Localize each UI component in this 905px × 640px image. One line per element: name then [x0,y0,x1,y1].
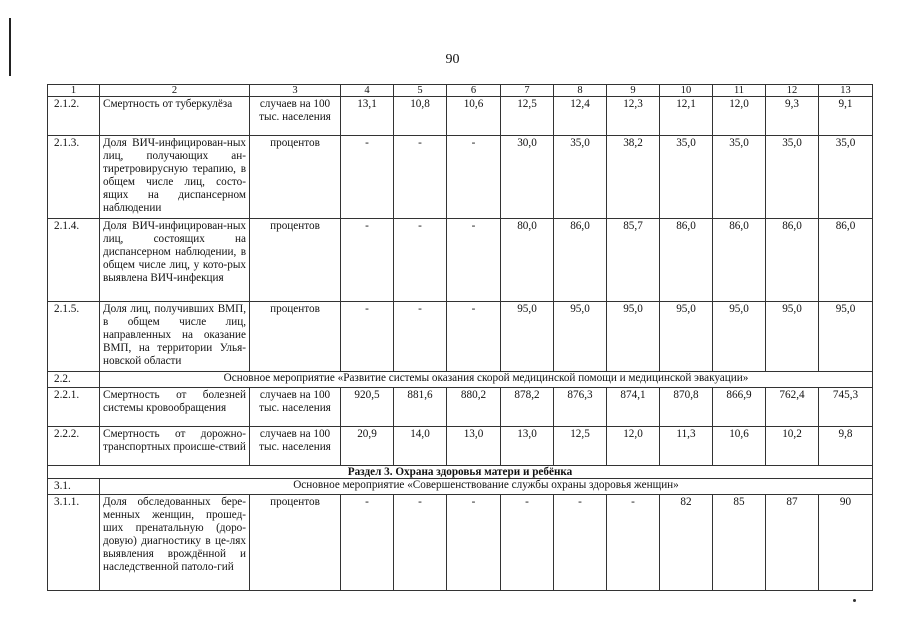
indicator-name: Смертность от туберкулёза [100,97,250,136]
column-number: 13 [819,85,873,97]
column-number: 9 [607,85,660,97]
table-row [48,388,873,427]
value-cell: 10,6 [713,427,766,466]
row-code: 3.1.1. [48,495,100,591]
value-cell: - [341,136,394,219]
indicators-table [47,84,873,591]
value-cell: 13,0 [447,427,501,466]
row-code: 2.1.5. [48,302,100,372]
value-cell: - [447,219,501,302]
column-number: 12 [766,85,819,97]
value-cell: 10,2 [766,427,819,466]
value-cell: 80,0 [501,219,554,302]
section-title: Раздел 3. Охрана здоровья матери и ребёнка [48,466,873,479]
column-number: 11 [713,85,766,97]
indicator-name: Доля ВИЧ-инфицирован-ных лиц, получающих ан-тиретровирусную терапию, в общем числе лиц, состо-ящих на диспансерном наблюдении [100,136,250,219]
value-cell: 20,9 [341,427,394,466]
table-row [48,136,873,219]
value-cell: 90 [819,495,873,591]
table-row [48,427,873,466]
value-cell: 12,0 [607,427,660,466]
value-cell: - [554,495,607,591]
column-number: 4 [341,85,394,97]
indicator-name: Смертность от болезней системы кровообращения [100,388,250,427]
column-number: 10 [660,85,713,97]
column-number: 7 [501,85,554,97]
value-cell: 880,2 [447,388,501,427]
value-cell: 95,0 [766,302,819,372]
column-number: 8 [554,85,607,97]
value-cell: 10,6 [447,97,501,136]
value-cell: 30,0 [501,136,554,219]
column-number: 6 [447,85,501,97]
value-cell: 13,1 [341,97,394,136]
row-code: 2.2.2. [48,427,100,466]
scan-dot [853,599,856,602]
value-cell: 95,0 [660,302,713,372]
value-cell: 920,5 [341,388,394,427]
value-cell: 95,0 [713,302,766,372]
value-cell: 9,1 [819,97,873,136]
value-cell: - [501,495,554,591]
value-cell: 35,0 [819,136,873,219]
row-code: 2.1.2. [48,97,100,136]
value-cell: 95,0 [554,302,607,372]
value-cell: 870,8 [660,388,713,427]
value-cell: - [447,302,501,372]
value-cell: 745,3 [819,388,873,427]
unit-of-measure: случаев на 100 тыс. населения [250,97,341,136]
activity-title: Основное мероприятие «Развитие системы оказания скорой медицинской помощи и медицинской эвакуации» [100,372,873,388]
value-cell: 12,4 [554,97,607,136]
value-cell: 762,4 [766,388,819,427]
row-code: 2.2.1. [48,388,100,427]
value-cell: 9,3 [766,97,819,136]
value-cell: 86,0 [660,219,713,302]
value-cell: 38,2 [607,136,660,219]
value-cell: 11,3 [660,427,713,466]
table-row [48,479,873,495]
value-cell: 12,3 [607,97,660,136]
value-cell: - [447,136,501,219]
column-number: 3 [250,85,341,97]
indicator-name: Доля ВИЧ-инфицирован-ных лиц, состоящих на диспансерном наблюдении, в общем числе лиц, у кото-рых выявлена ВИЧ-инфекция [100,219,250,302]
unit-of-measure: случаев на 100 тыс. населения [250,388,341,427]
value-cell: 86,0 [766,219,819,302]
value-cell: 95,0 [819,302,873,372]
table-row [48,302,873,372]
value-cell: 13,0 [501,427,554,466]
value-cell: 12,1 [660,97,713,136]
table-row [48,372,873,388]
value-cell: 85,7 [607,219,660,302]
row-code: 3.1. [48,479,100,495]
unit-of-measure: процентов [250,302,341,372]
value-cell: 86,0 [713,219,766,302]
value-cell: 35,0 [766,136,819,219]
value-cell: 86,0 [554,219,607,302]
value-cell: 95,0 [501,302,554,372]
value-cell: 9,8 [819,427,873,466]
value-cell: 866,9 [713,388,766,427]
unit-of-measure: случаев на 100 тыс. населения [250,427,341,466]
value-cell: - [394,495,447,591]
value-cell: 876,3 [554,388,607,427]
value-cell: - [394,302,447,372]
value-cell: 881,6 [394,388,447,427]
value-cell: - [447,495,501,591]
value-cell: 86,0 [819,219,873,302]
value-cell: 878,2 [501,388,554,427]
value-cell: 12,5 [501,97,554,136]
value-cell: 874,1 [607,388,660,427]
activity-title: Основное мероприятие «Совершенствование службы охраны здоровья женщин» [100,479,873,495]
value-cell: 12,5 [554,427,607,466]
row-code: 2.1.4. [48,219,100,302]
value-cell: 82 [660,495,713,591]
table-row [48,495,873,591]
value-cell: - [607,495,660,591]
value-cell: 85 [713,495,766,591]
unit-of-measure: процентов [250,136,341,219]
indicator-name: Доля обследованных бере-менных женщин, прошед-ших пренатальную (доро-довую) диагностику в це-лях выявления врождённой и наследственной патоло-гий [100,495,250,591]
value-cell: - [341,302,394,372]
column-number: 2 [100,85,250,97]
value-cell: 35,0 [713,136,766,219]
page-number: 90 [445,52,460,67]
table-row [48,97,873,136]
table-row [48,466,873,479]
column-number: 1 [48,85,100,97]
column-number-row [48,85,873,97]
unit-of-measure: процентов [250,219,341,302]
value-cell: - [394,136,447,219]
indicator-name: Доля лиц, получивших ВМП, в общем числе лиц, направленных на оказание ВМП, на территории Улья-новской области [100,302,250,372]
value-cell: 35,0 [554,136,607,219]
value-cell: 87 [766,495,819,591]
column-number: 5 [394,85,447,97]
indicator-name: Смертность от дорожно-транспортных происше-ствий [100,427,250,466]
row-code: 2.2. [48,372,100,388]
table-row [48,219,873,302]
row-code: 2.1.3. [48,136,100,219]
value-cell: 35,0 [660,136,713,219]
value-cell: 10,8 [394,97,447,136]
value-cell: 14,0 [394,427,447,466]
value-cell: - [341,219,394,302]
value-cell: - [394,219,447,302]
value-cell: 95,0 [607,302,660,372]
unit-of-measure: процентов [250,495,341,591]
value-cell: 12,0 [713,97,766,136]
value-cell: - [341,495,394,591]
